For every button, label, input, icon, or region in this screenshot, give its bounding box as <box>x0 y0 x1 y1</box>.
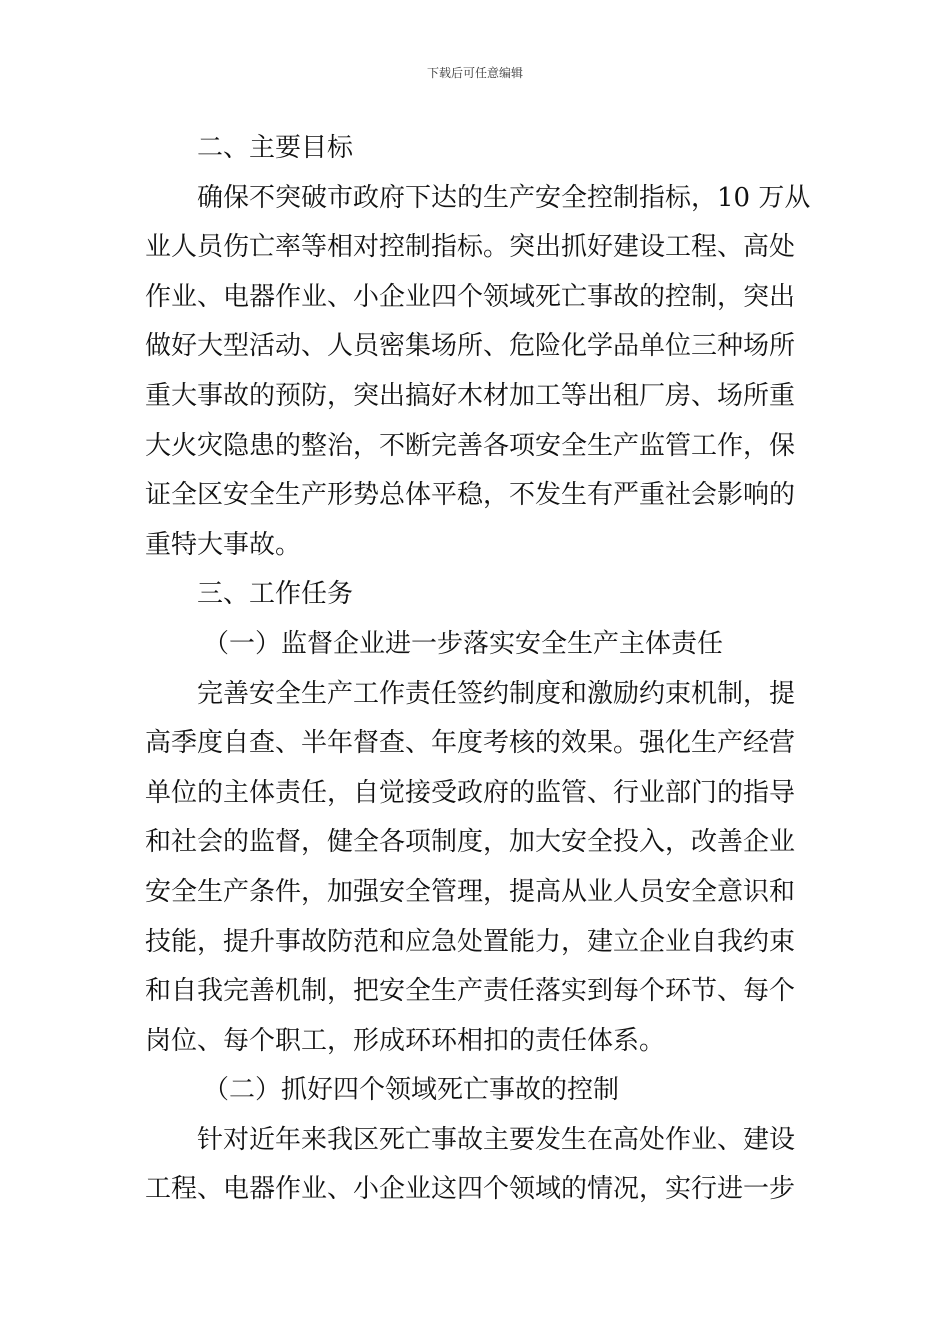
page-header: 下载后可任意编辑 <box>426 66 523 80</box>
paragraph-line: 单位的主体责任，自觉接受政府的监管、行业部门的指导 <box>145 777 796 808</box>
paragraph-line: 和社会的监督，健全各项制度，加大安全投入，改善企业 <box>145 827 796 858</box>
paragraph-line: 岗位、每个职工，形成环环相扣的责任体系。 <box>145 1025 666 1056</box>
paragraph-line: 高季度自查、半年督查、年度考核的效果。强化生产经营 <box>145 728 796 759</box>
paragraph-line: 确保不突破市政府下达的生产安全控制指标，10 万从 <box>197 182 811 213</box>
paragraph-line: 针对近年来我区死亡事故主要发生在高处作业、建设 <box>197 1124 796 1155</box>
paragraph-line: 完善安全生产工作责任签约制度和激励约束机制，提 <box>197 678 796 709</box>
paragraph-line: 技能，提升事故防范和应急处置能力，建立企业自我约束 <box>145 926 796 957</box>
section-heading-main-goals: 二、主要目标 <box>197 133 354 163</box>
subsection-heading-1: （一）监督企业进一步落实安全生产主体责任 <box>203 628 724 659</box>
section-heading-work-tasks: 三、工作任务 <box>197 579 354 610</box>
paragraph-line: 大火灾隐患的整治，不断完善各项安全生产监管工作，保 <box>145 430 796 461</box>
paragraph-line: 重特大事故。 <box>145 529 302 560</box>
paragraph-line: 业人员伤亡率等相对控制指标。突出抓好建设工程、高处 <box>145 232 796 263</box>
paragraph-line: 做好大型活动、人员密集场所、危险化学品单位三种场所 <box>145 331 796 362</box>
paragraph-line: 作业、电器作业、小企业四个领域死亡事故的控制，突出 <box>145 281 796 312</box>
paragraph-line: 安全生产条件，加强安全管理，提高从业人员安全意识和 <box>145 876 796 907</box>
paragraph-line: 和自我完善机制，把安全生产责任落实到每个环节、每个 <box>145 976 796 1007</box>
paragraph-line: 证全区安全生产形势总体平稳，不发生有严重社会影响的 <box>145 480 796 511</box>
paragraph-line: 重大事故的预防，突出搞好木材加工等出租厂房、场所重 <box>145 380 796 411</box>
paragraph-line: 工程、电器作业、小企业这四个领域的情况，实行进一步 <box>145 1174 796 1205</box>
subsection-heading-2: （二）抓好四个领域死亡事故的控制 <box>203 1075 620 1106</box>
document-body <box>145 124 817 1215</box>
